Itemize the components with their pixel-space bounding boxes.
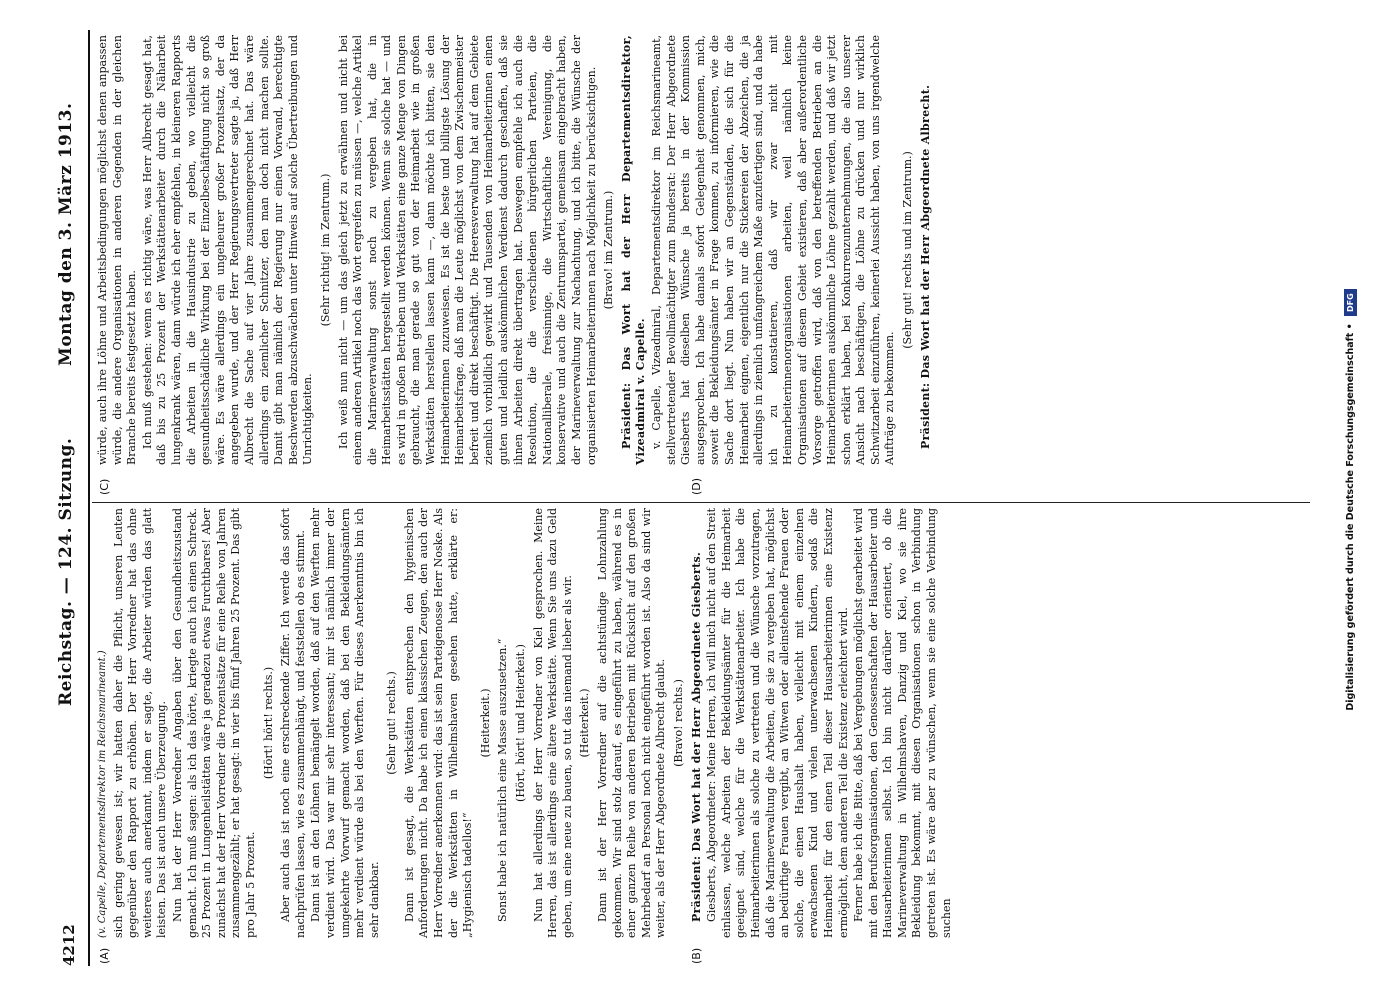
left-column — [96, 508, 955, 938]
interjection: (Sehr gut! rechts und im Zentrum.) — [901, 151, 915, 349]
paragraph: Dann ist gesagt, die Werkstätten entsprechen den hygienischen Anforderungen nicht. Da habe ich einen klassischen Zeugen, den auch der Herr Vorredner anerkennen wird: das ist sein Parteigenosse Herr Noske. Als der die Werkstätten in Wilhelmshaven gesehen hatte, erklärte er: „Hygienisch tadellos!“ — [402, 508, 475, 938]
paragraph: Ferner habe ich die Bitte, daß bei Vergebungen möglichst gearbeitet wird mit den Berufsorganisationen, den Genossenschaften der Hausarbeiter und Hausarbeiterinnen selbst. Ich bin nicht darüber orientiert, ob die Marineverwaltung in Wilhelmshaven, Danzig und Kiel, wo sie ihre Bekleidung bekommt, mit diesen Organisationen schon in Verbindung getreten ist. Es wäre aber zu wünschen, wenn sie eine solche Verbindung suchen — [852, 508, 953, 938]
president-line: Präsident: Das Wort hat der Herr Abgeordnete Albrecht. — [918, 84, 932, 449]
paragraph: Aber auch das ist noch eine erschreckende Ziffer. Ich werde das sofort nachprüfen lassen, wie es zusammenhängt, und feststellen ob es stimmt. — [279, 508, 307, 938]
interjection: (Sehr gut! rechts.) — [385, 671, 399, 775]
president-line: Präsident: Das Wort hat der Herr Departementsdirektor, Vizeadmiral v. Capelle. — [619, 35, 648, 465]
paragraph: Sonst habe ich natürlich eine Masse auszusetzen.“ — [496, 638, 510, 922]
paragraph: Giesberts, Abgeordneter: Meine Herren, ich will mich nicht auf den Streit einlassen, welche Arbeiten der Bekleidungsämter für die Heimarbeit geeignet sind, welche für die Werkstättenarbeiter. Ich habe die Heimarbeiterinnen als solche zu vertreten und die Wünsche vorzutragen, daß die Marineverwaltung die Arbeiten, die sie zu vergeben hat, möglichst an bedürftige Frauen vergibt, an Witwen oder alleinstehende Frauen oder solche, die einen Haushalt haben, vielleicht mit einem einzelnen erwachsenen Kind und vielen unerwachsenen Kindern, sodaß die Heimarbeit für den einen Teil dieser Hausarbeiterinnen eine Existenz ermöglicht, dem anderen Teil die Existenz erleichtert wird. — [705, 508, 850, 938]
digitization-credit — [1344, 0, 1357, 1000]
paragraph: würde, auch ihre Löhne und Arbeitsbedingungen möglichst denen anpassen würde, die andere Organisationen in anderen Gegenden in der gleichen Branche bereits festgesetzt haben. — [96, 35, 139, 465]
paragraph: v. Capelle, Vizeadmiral, Departementsdirektor im Reichsmarineamt, stellvertretender Bevollmächtigter zum Bundesrat: Der Herr Abgeordnete Giesberts hat dieselben Wünsche ja bereits in der Kommission ausgesprochen. Ich habe damals sofort Gelegenheit genommen, mich, soweit die Bekleidungsämter in Frage kommen, zu informieren, wie die Sache dort liegt. Nun haben wir an Gegenständen, die sich für die Heimarbeit eignen, eigentlich nur die Stickereien der Abzeichen, die ja allerdings in ziemlich umfangreichem Maße anzufertigen sind, und da habe ich zu konstatieren, daß wir zwar nicht mit Heimarbeiterinnenorganisationen arbeiten, weil nämlich keine Organisationen auf diesem Gebiet existieren, daß aber außerordentliche Vorsorge getroffen wird, daß von den betreffenden Betrieben an die Heimarbeiterinnen auskömmliche Löhne gezahlt werden, und daß wir jetzt schon erklärt haben, bei Konkurrenzunternehmungen, die also unserer Ansicht nach beschäftigen, die Löhne zu drücken und nur wirklich Schwitzarbeit einzuführen, keinerlei Aussicht haben, von uns irgendwelche Aufträge zu bekommen. — [649, 35, 897, 465]
president-line: Präsident: Das Wort hat der Herr Abgeordnete Giesberts. — [689, 551, 703, 922]
paragraph: Nun hat der Herr Vorredner Angaben über den Gesundheitszustand gemacht. Ich muß sagen: als ich das hörte, kriegte auch ich einen Schreck. 25 Prozent in Lungenheilstätten wäre ja geradezu etwas Furchtbares! Aber zunächst hat der Herr Vorredner die Prozentsätze für eine Reihe von Jahren zusammengezählt; er hat gesagt: in vier bis fünf Jahren 25 Prozent. Das gibt pro Jahr 5 Prozent. — [170, 508, 257, 938]
interjection: (Heiterkeit.) — [578, 688, 592, 758]
paragraph: Dann ist der Herr Vorredner auf die achtstündige Lohnzahlung gekommen. Wir sind stolz darauf, es eingeführt zu haben, während es in einer ganzen Reihe von anderen Betrieben mit Rücksicht auf den großen Mehrbedarf an Personal noch nicht eingeführt worden ist. Also da sind wir weiter, als der Herr Abgeordnete Albrecht glaubt. — [596, 508, 668, 938]
margin-mark-a: (A) — [98, 947, 111, 964]
interjection: (Bravo! im Zentrum.) — [602, 190, 616, 310]
margin-mark-c: (C) — [98, 478, 111, 495]
margin-mark-d: (D) — [690, 477, 703, 495]
paragraph: Ich weiß nun nicht — um das gleich jetzt zu erwähnen und nicht bei einem anderen Artikel noch das Wort ergreifen zu müssen —, welche Artikel die Marineverwaltung sonst noch zu vergeben hat, die in Heimarbeitsstätten hergestellt werden können. Wenn sie solche hat — und es wird in großen Betrieben und Werkstätten eine ganze Menge von Dingen gebraucht, die man gerade so gut von der Heimarbeit wie in großen Werkstätten herstellen lassen kann —, dann möchte ich bitten, sie den Heimarbeiterinnen zuzuweisen. Es ist die beste und billigste Lösung der Heimarbeitsfrage, daß man die Leute möglichst von dem Zwischenmeister befreit und direkt beschäftigt. Die Heeresverwaltung hat auf dem Gebiete ziemlich vorbildlich gewirkt und Tausenden von Heimarbeiterinnen einen guten und leidlich auskömmlichen Verdienst dadurch geschaffen, daß sie ihnen Arbeiten direkt übertragen hat. Deswegen empfehle ich auch die Resolution, die die verschiedenen bürgerlichen Parteien, die Nationalliberale, freisinnige, die Wirtschaftliche Vereinigung, die konservative und auch die Zentrumspartei, gemeinsam eingebracht haben, der Marineverwaltung zur Nachachtung, und ich bitte, die Wünsche der organisierten Heimarbeiterinnen nach Möglichkeit zu berücksichtigen. — [336, 35, 598, 465]
right-column — [96, 35, 934, 465]
paragraph: Ich muß gestehen: wenn es richtig wäre, was Herr Albrecht gesagt hat, daß bis zu 25 Prozent der Werkstättenarbeiter durch die Näharbeit lungenkrank wären, dann würde ich eher empfehlen, in kleineren Rapports die Arbeiten in die Hausindustrie zu geben, wo vielleicht die gesundheitsschädliche Wirkung bei der Einzelbeschäftigung nicht so groß wäre. Es wäre allerdings ein ungeheurer großer Prozentsatz, der da angegeben wurde, und der Herr Regierungsvertreter sagte ja, daß Herr Albrecht die Sache auf vier Jahre zusammengerechnet hat. Das wäre allerdings ein ziemlicher Schnitzer, den man doch nicht machen sollte. Damit gibt man nämlich der Regierung nur einen Vorwand, berechtigte Beschwerden abzuschwächen unter Hinweis auf solche Übertreibungen und Unrichtigkeiten. — [140, 35, 315, 465]
credit-text: Digitalisierung gefördert durch die Deutsche Forschungsgemeinschaft • — [1345, 323, 1356, 711]
paragraph: sich gering gewesen ist; wir hatten daher die Pflicht, unseren Leuten gegenüber den Rapport zu erhöhen. Der Herr Vorredner hat das ohne weiteres auch anerkannt, indem er sagte, die Arbeiter würden das glatt leisten. Das ist auch unsere Überzeugung. — [111, 508, 169, 938]
column-divider — [92, 502, 1310, 503]
page-number: 4212 — [60, 924, 78, 966]
header-date: Montag den 3. März 1913. — [56, 102, 76, 366]
interjection: (Sehr richtig! im Zentrum.) — [318, 173, 332, 327]
paragraph: Nun hat allerdings der Herr Vorredner von Kiel gesprochen. Meine Herren, das ist allerdings eine ältere Werkstätte. Wenn Sie uns dazu Geld geben, um eine neue zu bauen, so tut das niemand lieber als wir. — [531, 508, 574, 938]
interjection: (Hört! hört! rechts.) — [261, 666, 275, 780]
header-session-title: Reichstag. — 124. Sitzung. — [56, 437, 76, 706]
paragraph: Dann ist an den Löhnen bemängelt worden, daß auf den Werften mehr verdient wird. Das war mir sehr interessant; mir ist nämlich immer der umgekehrte Vorwurf gemacht worden, daß bei den Bekleidungsämtern mehr verdient würde als bei den Werften. Für dieses Anerkenntnis bin ich sehr dankbar. — [309, 508, 381, 938]
interjection: (Hört, hört! und Heiterkeit.) — [514, 644, 528, 802]
margin-mark-b: (B) — [690, 947, 703, 964]
speaker-continuation: (v. Capelle, Departementsdirektor im Reichsmarineamt.) — [97, 650, 108, 938]
interjection: (Bravo! rechts.) — [671, 679, 685, 767]
dfg-logo: DFG — [1344, 289, 1357, 316]
page-header — [50, 30, 90, 966]
interjection: (Heiterkeit.) — [478, 688, 492, 758]
